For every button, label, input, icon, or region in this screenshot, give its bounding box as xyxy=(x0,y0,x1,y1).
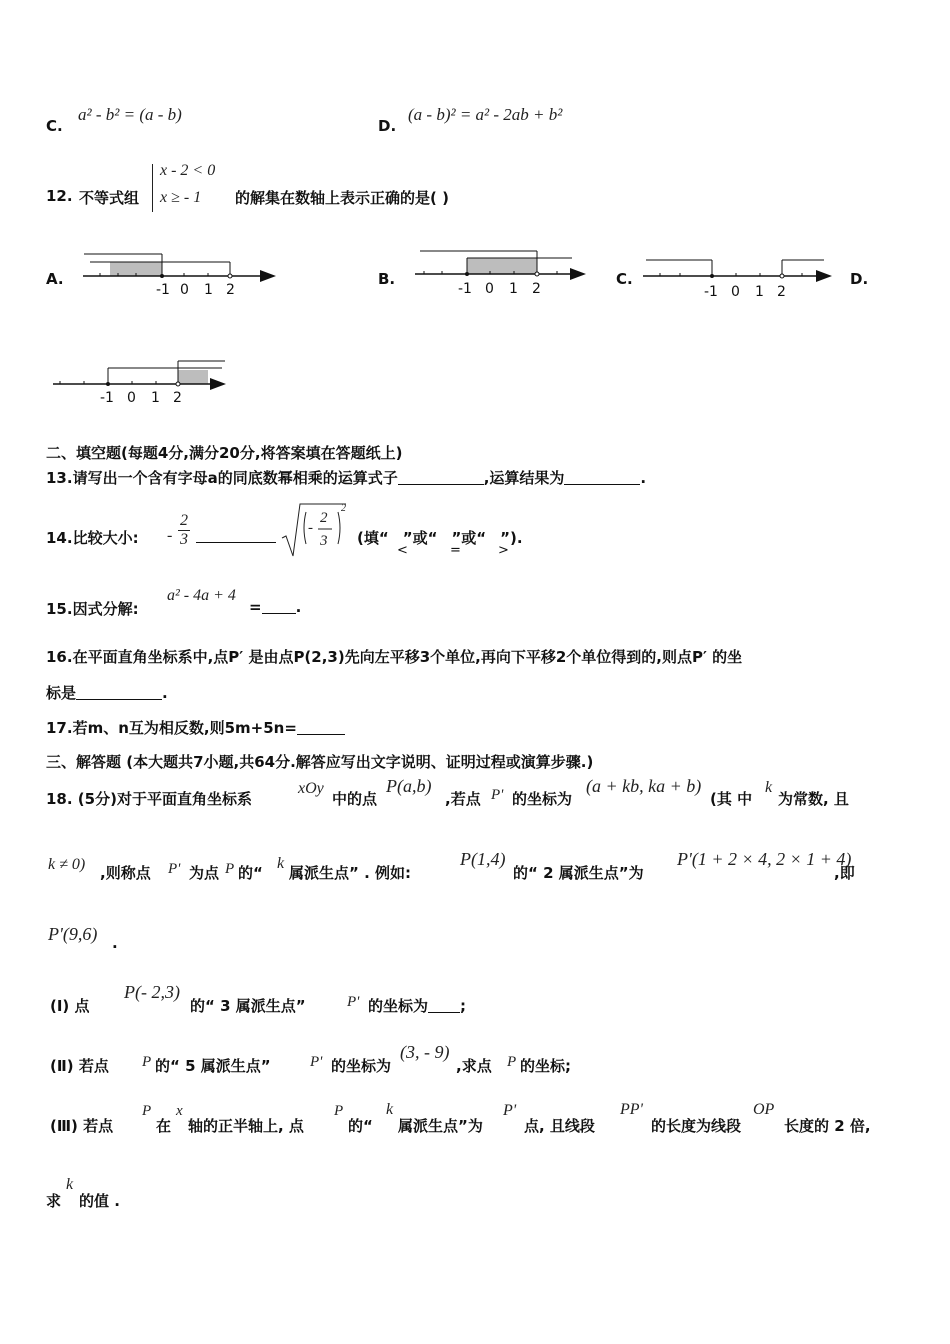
numline-a-label: A. xyxy=(46,270,64,288)
q14-fill-2: ”或“ xyxy=(402,529,438,547)
q18-l2-c: 为点 xyxy=(189,864,220,882)
number-line-a xyxy=(80,250,280,300)
q16-blank[interactable] xyxy=(76,685,162,700)
option-d-label: D. xyxy=(378,117,397,135)
q15-expression: a² - 4a + 4 xyxy=(167,587,236,604)
number-line-b xyxy=(412,246,592,298)
q18-i-answer xyxy=(368,995,466,1016)
q16-end: . xyxy=(162,684,168,702)
q18-result-point: P'(9,6) xyxy=(48,924,98,944)
q15-end: . xyxy=(295,598,302,616)
q12-lead: 不等式组 xyxy=(79,189,140,207)
q18-l1-a: 18. (5分)对于平面直角坐标系 xyxy=(46,790,252,808)
endpoint xyxy=(465,272,469,276)
tick-label: 0 xyxy=(485,281,494,297)
q18-i-pprime: P' xyxy=(347,994,360,1010)
tick-label: 1 xyxy=(509,281,518,297)
radical-den: 3 xyxy=(320,533,328,549)
q18-iv-k: k xyxy=(66,1176,74,1193)
q18-l2-g: ,即 xyxy=(834,864,855,882)
arrow xyxy=(210,378,226,390)
shaded-region xyxy=(178,370,208,384)
q18-ii-pprime: P' xyxy=(310,1054,323,1070)
endpoint xyxy=(228,274,232,278)
numline-d-label: D. xyxy=(850,270,869,288)
q18-i-end: ; xyxy=(460,997,467,1015)
q17 xyxy=(46,717,345,738)
number-line-d xyxy=(50,356,240,406)
q18-l2-f: 的“ 2 属派生点”为 xyxy=(513,864,644,882)
endpoint xyxy=(160,274,164,278)
tick-label: -1 xyxy=(458,281,472,297)
q12-number: 12. xyxy=(46,187,73,205)
q18-l2-e: 属派生点” . 例如: xyxy=(289,864,412,882)
q13-blank-1[interactable] xyxy=(398,470,484,485)
q14-neg-sign: - xyxy=(167,527,173,544)
op-less-than: < xyxy=(397,543,408,558)
q13-text-2: ,运算结果为 xyxy=(483,469,565,487)
q18-k: k xyxy=(765,779,773,796)
q18-iii-d: 的“ xyxy=(348,1117,373,1135)
q18-i-c: 的坐标为 xyxy=(368,997,429,1015)
q14-fraction xyxy=(178,512,190,548)
q18-l2-b: ,则称点 xyxy=(100,864,151,882)
q18-iii-k: k xyxy=(386,1101,394,1118)
q18-ii-b: 的“ 5 属派生点” xyxy=(155,1057,271,1075)
section-2-heading: 二、填空题(每题4分,满分20分,将答案填在答题纸上) xyxy=(46,444,403,462)
tick-label: -1 xyxy=(100,390,114,406)
endpoint xyxy=(176,382,180,386)
option-d-expression: (a - b)² = a² - 2ab + b² xyxy=(408,105,563,124)
q18-iii-p-2: P xyxy=(334,1103,344,1119)
q18-pprime-2: P' xyxy=(168,861,181,877)
q16-line-1: 16.在平面直角坐标系中,点P′ 是由点P(2,3)先向左平移3个单位,再向下平移2个单位得到的,则点P′ 的坐 xyxy=(46,648,743,666)
q18-ii-e: 的坐标; xyxy=(520,1057,571,1075)
option-c-expression: a² - b² = (a - b) xyxy=(78,105,182,124)
q13-text-3: . xyxy=(640,469,647,487)
q18-iv-a: 求 xyxy=(46,1192,62,1210)
op-greater-than: > xyxy=(498,543,509,558)
q18-i-blank[interactable] xyxy=(428,998,460,1013)
tick-label: 0 xyxy=(731,284,740,300)
radical-neg-sign: - xyxy=(308,520,313,536)
q14-fraction-den: 3 xyxy=(180,530,188,548)
q18-p: P xyxy=(225,861,235,877)
q13-text-1: 13.请写出一个含有字母a的同底数幂相乘的运算式子 xyxy=(46,469,398,487)
tick-label: 1 xyxy=(204,282,213,298)
tick-label: -1 xyxy=(704,284,718,300)
inequality-2: x ≥ - 1 xyxy=(160,189,202,206)
q18-pprime: P' xyxy=(491,787,504,803)
q18-ii-coord: (3, - 9) xyxy=(400,1042,450,1062)
q18-k-nonzero: k ≠ 0) xyxy=(48,856,86,873)
q18-iii-h: 长度的 2 倍, xyxy=(784,1117,871,1135)
endpoint xyxy=(106,382,110,386)
q14-fill-4: ”). xyxy=(500,529,523,547)
tick-label: -1 xyxy=(156,282,170,298)
q18-point-pab: P(a,b) xyxy=(386,776,432,796)
tick-label: 0 xyxy=(180,282,189,298)
endpoint xyxy=(535,272,539,276)
q18-k-2: k xyxy=(277,855,285,872)
radical-exponent: 2 xyxy=(341,503,346,514)
q18-iii-e: 属派生点”为 xyxy=(398,1117,483,1135)
q18-iii-op: OP xyxy=(753,1101,775,1118)
q18-i-point: P(- 2,3) xyxy=(124,982,180,1002)
q18-xoy: xOy xyxy=(298,780,324,797)
q18-iv-b: 的值 . xyxy=(79,1192,120,1210)
q18-i-b: 的“ 3 属派生点” xyxy=(190,997,306,1015)
q13-blank-2[interactable] xyxy=(564,470,640,485)
q18-ii-p: P xyxy=(142,1054,152,1070)
tick-label: 2 xyxy=(173,390,182,406)
op-equal: = xyxy=(450,543,461,558)
q15-blank[interactable] xyxy=(262,599,296,614)
q18-i-lead: (Ⅰ) 点 xyxy=(50,997,90,1015)
tick-label: 2 xyxy=(777,284,786,300)
number-line-c xyxy=(640,254,840,300)
q17-text: 17.若m、n互为相反数,则5m+5n= xyxy=(46,719,297,737)
q18-ii-d: ,求点 xyxy=(456,1057,492,1075)
q13 xyxy=(46,467,646,488)
q18-iii-c: 轴的正半轴上, 点 xyxy=(188,1117,304,1135)
q18-ii-lead: (Ⅱ) 若点 xyxy=(50,1057,109,1075)
tick-label: 1 xyxy=(755,284,764,300)
endpoint xyxy=(710,274,714,278)
q18-iii-p: P xyxy=(142,1103,152,1119)
q16-line-2 xyxy=(46,682,168,703)
q15-lead: 15.因式分解: xyxy=(46,600,139,618)
q18-l2-d: 的“ xyxy=(238,864,263,882)
q18-iii-b: 在 xyxy=(156,1117,172,1135)
q18-iii-pprime: P' xyxy=(503,1102,517,1119)
q14-lead: 14.比较大小: xyxy=(46,529,139,547)
radical-sign xyxy=(280,500,348,560)
q14-fill-1: (填“ xyxy=(357,529,389,547)
numline-b-label: B. xyxy=(378,270,396,288)
q17-blank[interactable] xyxy=(297,720,345,735)
numline-c-label: C. xyxy=(616,270,633,288)
q18-l1-f: 为常数, 且 xyxy=(778,790,849,808)
q18-iii-pp: PP' xyxy=(620,1101,643,1118)
q15-equals: = xyxy=(249,598,262,616)
q14-fraction-num: 2 xyxy=(180,512,188,529)
q18-iii-g: 的长度为线段 xyxy=(651,1117,742,1135)
radical-num: 2 xyxy=(320,510,328,526)
tick-label: 0 xyxy=(127,390,136,406)
q18-l1-c: ,若点 xyxy=(445,790,481,808)
q18-l1-e: (其 中 xyxy=(710,790,753,808)
q18-iii-f: 点, 且线段 xyxy=(524,1117,595,1135)
q15-answer xyxy=(249,598,301,616)
q18-coordinate-formula: (a + kb, ka + b) xyxy=(586,776,702,796)
q14-blank[interactable] xyxy=(196,528,276,543)
option-c-label: C. xyxy=(46,117,63,135)
q18-dot: . xyxy=(112,934,118,952)
q18-l1-b: 中的点 xyxy=(332,790,378,808)
q18-example-point: P(1,4) xyxy=(460,849,506,869)
arrow xyxy=(570,268,586,280)
tick-label: 2 xyxy=(532,281,541,297)
tick-label: 2 xyxy=(226,282,235,298)
q14-fill-3: ”或“ xyxy=(451,529,487,547)
arrow xyxy=(260,270,276,282)
q18-iii-lead: (Ⅲ) 若点 xyxy=(50,1117,114,1135)
q18-example-result: P'(1 + 2 × 4, 2 × 1 + 4) xyxy=(677,849,852,869)
q18-ii-c: 的坐标为 xyxy=(331,1057,392,1075)
shaded-region xyxy=(467,258,537,274)
q12-tail: 的解集在数轴上表示正确的是( ) xyxy=(235,189,449,207)
arrow xyxy=(816,270,832,282)
system-brace xyxy=(152,164,159,212)
q18-iii-x: x xyxy=(176,1103,183,1119)
q16-text: 标是 xyxy=(46,684,77,702)
endpoint xyxy=(780,274,784,278)
q18-l1-d: 的坐标为 xyxy=(512,790,573,808)
q18-ii-p-2: P xyxy=(507,1054,517,1070)
tick-label: 1 xyxy=(151,390,160,406)
section-3-heading: 三、解答题 (本大题共7小题,共64分.解答应写出文字说明、证明过程或演算步骤.) xyxy=(46,753,594,771)
inequality-1: x - 2 < 0 xyxy=(160,162,216,179)
